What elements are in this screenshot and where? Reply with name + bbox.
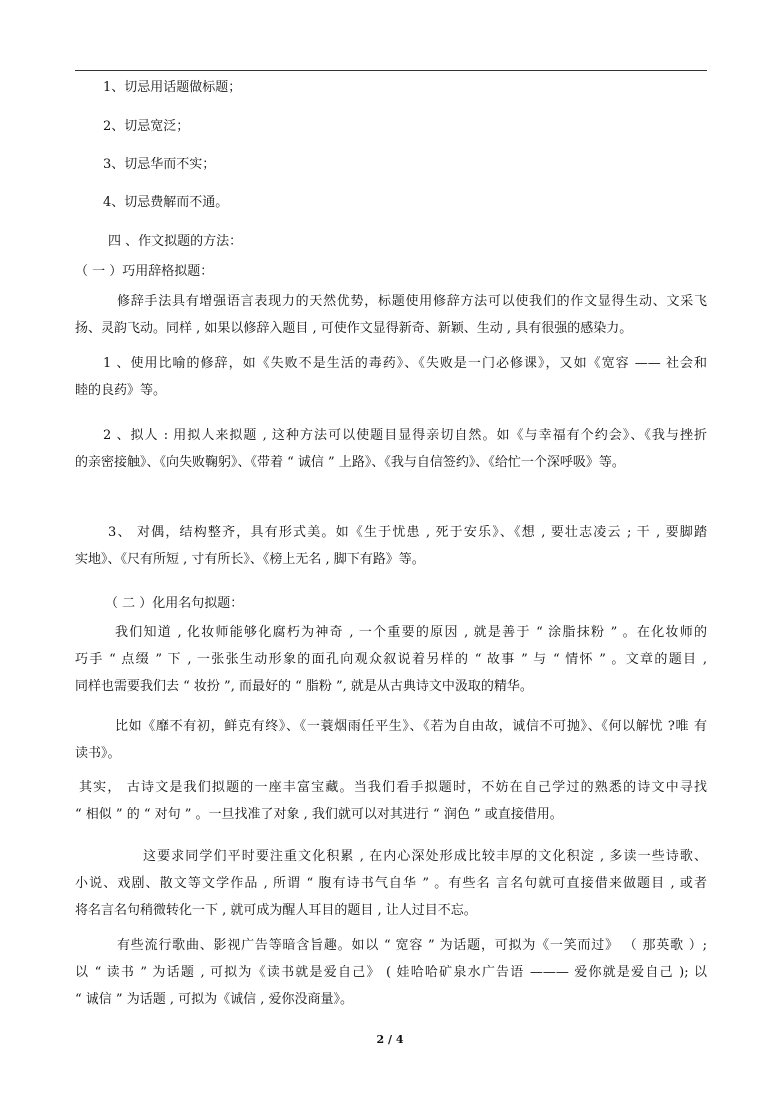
paragraph: 我们知道 , 化妆师能够化腐朽为神奇 , 一个重要的原因 , 就是善于 “ 涂脂抹粉 ” 。在化妆师的 巧手 “ 点缀 ” 下 , 一张张生动形象的面孔向观众叙说着另样的 “ 故事 ” 与 “ 情怀 ” 。文章的题目 , 同样也需要我们去 “ 妆扮 ”, 而最好的 “ 脂粉 ”, 就是从古典诗文中汲取的精华。 — [75, 625, 707, 694]
paragraph: 修辞手法具有增强语言表现力的天然优势，标题使用修辞方法可以使我们的作文显得生动、文采飞 扬、灵韵飞动。同样 , 如果以修辞入题目 , 可使作文显得新奇、新颖、生动 , 具有很强的感染力。 — [75, 294, 707, 336]
list-item: 4、切忌费解而不通。 — [103, 195, 229, 210]
list-item: 1、切忌用话题做标题； — [103, 80, 242, 95]
list-item: 2、切忌宽泛； — [103, 119, 190, 134]
subsection-heading: （ 一 ）巧用辞格拟题： — [75, 264, 214, 279]
paragraph: 这要求同学们平时要注重文化积累 , 在内心深处形成比较丰厚的文化积淀 , 多读一些诗歌、 小说、戏剧、散文等文学作品 , 所谓 “ 腹有诗书气自华 ” 。有些名 言名句就可直接借来做题目 , 或者 将名言名句稍微转化一下 , 就可成为醒人耳目的题目 , 让人过目不忘。 — [75, 849, 707, 918]
subsection-heading: （ 二 ）化用名句拟题： — [105, 596, 244, 611]
paragraph: 2 、拟人 : 用拟人来拟题 , 这种方法可以使题目显得亲切自然。如《与幸福有个约会》、《我与挫折 的亲密接触》、《向失败鞠躬》、《带着 “ 诚信 ” 上路》、《我与自信签约》、《给忙一个深呼吸》等。 — [75, 428, 707, 470]
list-item: 3、切忌华而不实； — [103, 157, 216, 172]
page-number: 2 / 4 — [376, 1033, 404, 1046]
paragraph: 1 、使用比喻的修辞，如《失败不是生活的毒药》、《失败是一门必修课》，又如《宽容 —— 社会和 睦的良药》等。 — [75, 356, 707, 398]
paragraph: 有些流行歌曲、影视广告等暗含旨趣。如以 “ 宽容 ” 为话题，可拟为《一笑而过》 （ 那英歌 ）; 以 “ 读书 ” 为话题 , 可拟为《读书就是爱自己》 ( 娃哈哈矿泉水广告语 ——— 爱你就是爱自己 ); 以 “ 诚信 ” 为话题 , 可拟为《诚信 , 爱你没商量》。 — [75, 938, 707, 1007]
header-rule — [75, 70, 707, 71]
section-heading: 四 、作文拟题的方法： — [108, 234, 243, 249]
paragraph: 其实， 古诗文是我们拟题的一座丰富宝藏。当我们看手拟题时，不妨在自己学过的熟悉的诗文中寻找 “ 相似 ” 的 “ 对句 ” 。一旦找准了对象 , 我们就可以对其进行 “ 润色 ” 或直接借用。 — [75, 780, 707, 822]
paragraph: 3、 对偶，结构整齐，具有形式美。如《生于忧患 , 死于安乐》、《想 , 要壮志凌云 ; 干 , 要脚踏 实地》、《尺有所短 , 寸有所长》、《榜上无名 , 脚下有路》等。 — [75, 525, 707, 567]
paragraph: 比如《靡不有初，鲜克有终》、《一蓑烟雨任平生》、《若为自由故，诚信不可抛》、《何以解忧 ?唯 有 读书》。 — [75, 719, 707, 761]
